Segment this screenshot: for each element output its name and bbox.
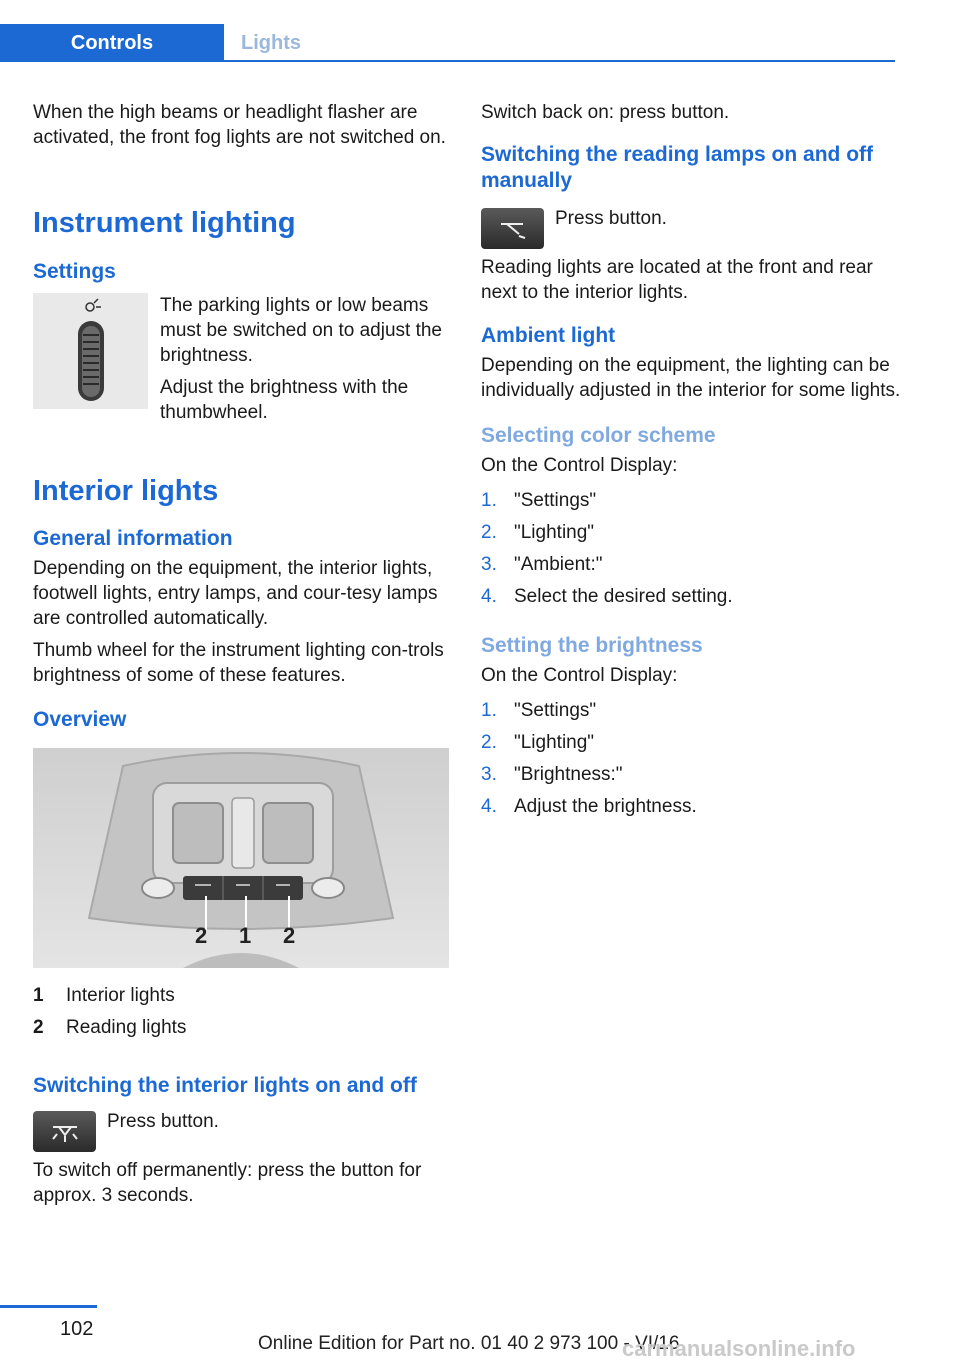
reading-light-icon (493, 216, 533, 242)
instrument-lighting-title: Instrument lighting (33, 207, 296, 239)
legend-number: 1 (33, 985, 44, 1006)
overview-label-center: 1 (239, 923, 252, 948)
step-number: 4. (481, 586, 497, 607)
step-text: "Ambient:" (514, 554, 603, 575)
reading-lights-text: Reading lights are located at the front and rear next to the interior lights. (481, 257, 873, 303)
overview-title: Overview (33, 708, 127, 731)
step-number: 4. (481, 796, 497, 817)
tab-controls[interactable]: Controls (0, 24, 224, 62)
step-number: 1. (481, 490, 497, 511)
step-number: 2. (481, 732, 497, 753)
settings-paragraph-2: Adjust the brightness with the thumbwheel. (160, 377, 409, 423)
settings-title: Settings (33, 260, 116, 283)
step-number: 1. (481, 700, 497, 721)
list-item (481, 549, 901, 581)
right-column (481, 100, 901, 823)
step-number: 2. (481, 522, 497, 543)
legend-row (33, 980, 453, 1012)
reading-button-row (481, 206, 901, 249)
interior-light-button-image (33, 1111, 96, 1152)
overview-legend (33, 980, 453, 1044)
general-paragraph-1: Depending on the equipment, the interior lights, footwell lights, entry lamps, and cour‐tesy lamps are controlled automatically. (33, 558, 438, 629)
list-item (481, 759, 901, 791)
step-text: Select the desired setting. (514, 586, 733, 607)
watermark: carmanualsonline.info (622, 1336, 856, 1361)
legend-text: Interior lights (66, 985, 175, 1006)
step-text: "Lighting" (514, 732, 595, 753)
color-scheme-steps (481, 485, 901, 613)
left-column (33, 100, 453, 1215)
step-number: 3. (481, 554, 497, 575)
settings-text (160, 293, 453, 432)
thumbwheel-icon (33, 293, 148, 409)
fog-note: When the high beams or headlight flasher are activated, the front fog lights are not switched on. (33, 102, 446, 148)
brightness-intro: On the Control Display: (481, 665, 678, 686)
settings-row (33, 293, 453, 432)
legend-number: 2 (33, 1017, 44, 1038)
reading-lamps-title: Switching the reading lamps on and off manually (481, 143, 874, 192)
list-item (481, 727, 901, 759)
tab-lights[interactable]: Lights (241, 32, 301, 54)
thumbwheel-image (33, 293, 148, 409)
overhead-console-image (33, 748, 449, 968)
edition-note: Online Edition for Part no. 01 40 2 973 100 - VI/16 (258, 1333, 680, 1354)
brightness-title: Setting the brightness (481, 634, 703, 657)
overview-label-right: 2 (283, 923, 296, 948)
header-tabbar (0, 24, 895, 62)
brightness-steps (481, 695, 901, 823)
interior-press-button: Press button. (107, 1111, 219, 1132)
ambient-light-text: Depending on the equipment, the lighting can be individually adjusted in the interior for some lights. (481, 355, 901, 401)
list-item (481, 695, 901, 727)
ambient-light-title: Ambient light (481, 324, 616, 347)
switching-interior-title: Switching the interior lights on and off (33, 1074, 417, 1097)
general-information-title: General information (33, 527, 233, 550)
list-item (481, 581, 901, 613)
general-paragraph-2: Thumb wheel for the instrument lighting con‐trols brightness of some of these features. (33, 640, 444, 686)
list-item (481, 517, 901, 549)
legend-text: Reading lights (66, 1017, 187, 1038)
switch-off-text: To switch off permanently: press the button for approx. 3 seconds. (33, 1160, 422, 1206)
step-text: "Lighting" (514, 522, 595, 543)
interior-button-row (33, 1109, 453, 1152)
interior-light-icon (45, 1119, 85, 1145)
color-scheme-title: Selecting color scheme (481, 424, 716, 447)
color-scheme-intro: On the Control Display: (481, 455, 678, 476)
list-item (481, 791, 901, 823)
list-item (481, 485, 901, 517)
settings-paragraph-1: The parking lights or low beams must be switched on to adjust the brightness. (160, 295, 442, 366)
footer-rule (0, 1305, 97, 1308)
reading-light-button-image (481, 208, 544, 249)
interior-lights-title: Interior lights (33, 475, 219, 507)
step-number: 3. (481, 764, 497, 785)
overview-label-left: 2 (195, 923, 208, 948)
legend-row (33, 1012, 453, 1044)
step-text: "Settings" (514, 490, 597, 511)
reading-press-button: Press button. (555, 208, 667, 229)
page-number: 102 (60, 1318, 94, 1340)
step-text: Adjust the brightness. (514, 796, 697, 817)
step-text: "Settings" (514, 700, 597, 721)
switch-back-text: Switch back on: press button. (481, 102, 730, 123)
step-text: "Brightness:" (514, 764, 623, 785)
